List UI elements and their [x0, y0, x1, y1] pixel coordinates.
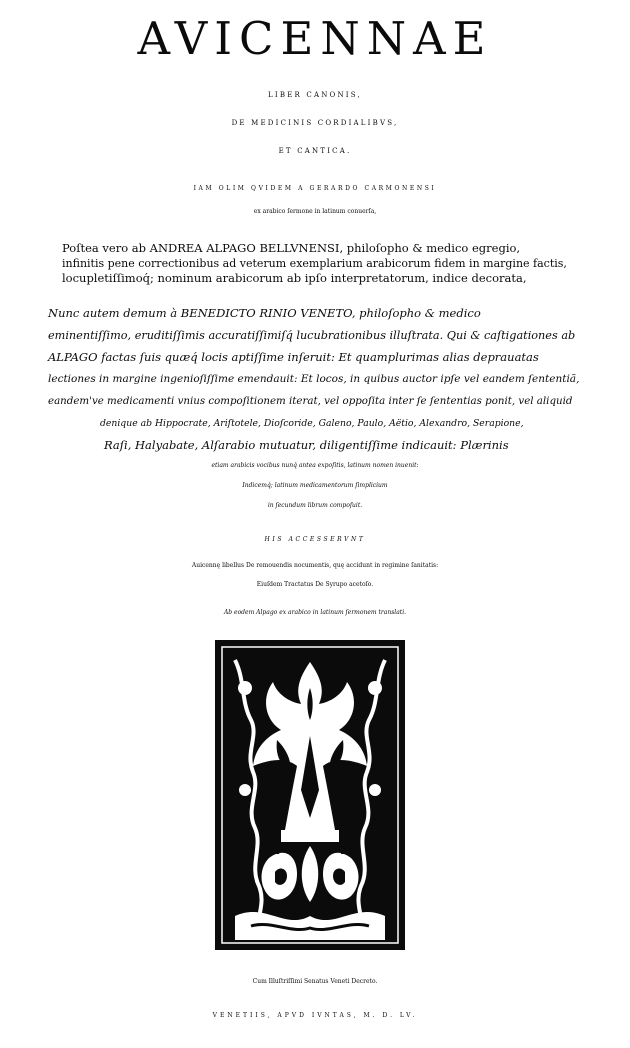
alpago-line-2: infinitis pene correctionibus ad veterum exemplarium arabicorum fidem in margine factis,	[62, 257, 567, 270]
translator-line: IAM OLIM QVIDEM A GERARDO CARMONENSI	[193, 185, 437, 192]
alpago-line-1: Poſtea vero ab ANDREA ALPAGO BELLVNENSI, philoſopho & medico egregio,	[62, 241, 521, 255]
printer-mark-ornament	[215, 640, 405, 950]
rinio-line-2: eminentiſſimo, eruditiſſimis accuratiſſimiſq́ lucubrationibus illuſtrata. Qui & caſtigationes ab	[48, 329, 576, 342]
printer-mark-initial-l: L	[269, 839, 280, 858]
rinio-line-9: Indicemq́; latinum medicamentorum ſimplicium	[242, 482, 388, 489]
rinio-line-4: lectiones in margine ingenioſiſſime emendauit: Et locos, in quibus auctor ipſe vel eandem ſententiã,	[48, 373, 580, 385]
rinio-line-8: etiam arabicis vocibus nunq́ antea expoſitis, latinum nomen inuenit:	[211, 462, 419, 469]
imprint-line: VENETIIS, APVD IVNTAS, M. D. LV.	[212, 1012, 418, 1019]
accesserunt-line-1: Auicennę libellus De remouendis nocumentis, quę accidunt in regimine ſanitatis:	[191, 562, 439, 569]
main-title: AVICENNAE	[137, 12, 493, 65]
rinio-line-7: Raſi, Halyabate, Alſarabio mutuatur, diligentiſſime indicauit: Plærinis	[104, 438, 509, 452]
rinio-line-1: Nunc autem demum à BENEDICTO RINIO VENETO, philoſopho & medico	[48, 306, 481, 320]
alpago-line-3: locupletiſſimoq́; nominum arabicorum ab ipſo interpretatorum, indice decorata,	[62, 271, 527, 285]
translated-line: Ab eodem Alpago ex arabico in latinum ſermonem translati.	[223, 609, 407, 616]
rinio-line-5: eandem've medicamenti vnius compoſitionem iterat, vel oppoſita inter ſe ſententias ponit, vel aliquid	[48, 395, 573, 407]
subtitle-line-1: LIBER CANONIS,	[268, 91, 362, 99]
accesserunt-line-2: Eiuſdem Tractatus De Syrupo acetoſo.	[256, 581, 374, 588]
rinio-line-10: in ſecundum librum compoſuit.	[267, 502, 363, 509]
printer-mark-initial-a: A	[341, 839, 353, 858]
subtitle-line-3: ET CANTICA.	[278, 147, 352, 155]
rinio-line-6: denique ab Hippocrate, Ariſtotele, Dioſcoride, Galeno, Paulo, Aëtio, Alexandro, Serapione,	[100, 418, 524, 429]
rinio-line-3: ALPAGO factas ſuis quæq́ locis aptiſſime inſeruit: Et quamplurimas alias deprauatas	[48, 350, 539, 364]
accesserunt-heading: HIS ACCESSERVNT	[264, 536, 366, 543]
privilege-line: Cum Illuſtriſſimi Senatus Veneti Decreto.	[252, 978, 378, 985]
translator-subline: ex arabico ſermone in latinum conuerſa,	[253, 208, 377, 215]
subtitle-line-2: DE MEDICINIS CORDIALIBVS,	[231, 119, 399, 127]
